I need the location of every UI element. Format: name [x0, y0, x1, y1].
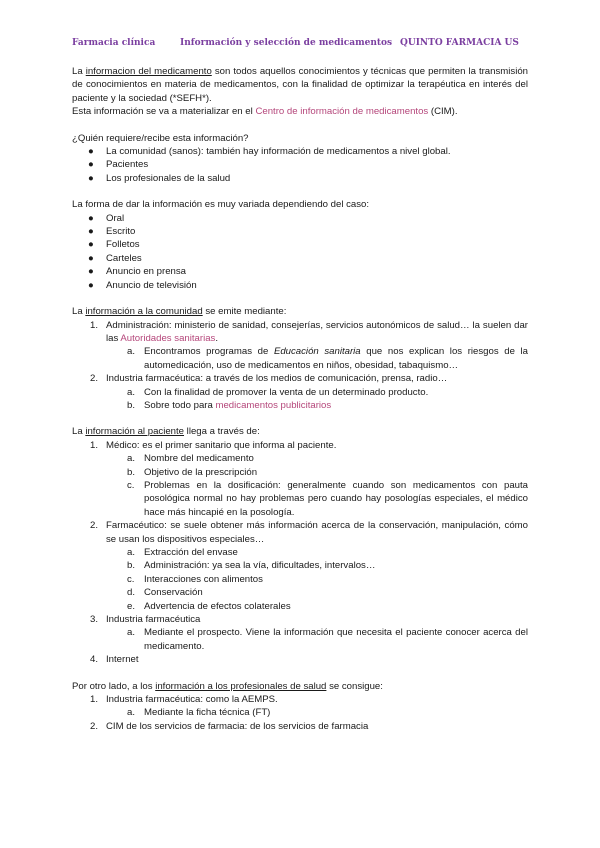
letter-marker: a. — [127, 346, 136, 358]
professionals-item-industry: Industria farmacéutica: como la AEMPS. — [106, 694, 278, 706]
patient-lead-term: información al paciente — [85, 426, 185, 438]
community-sub-pre: Encontramos programas de — [144, 346, 274, 358]
intro-term: informacion del medicamento — [85, 66, 212, 77]
bullet-icon: ● — [88, 172, 94, 184]
forms-lead: La forma de dar la información es muy variada dependiendo del caso: — [72, 199, 370, 211]
patient-item-internet: Internet — [106, 654, 139, 666]
list-item — [72, 145, 528, 158]
doctor-sub-item: Problemas en la dosificación: generalmente cuando son medicamentos con pauta posológica normal no hay problemas pero cuando hay posologías especiales, el médico hace más hincapié en la posología. — [144, 479, 528, 518]
letter-marker: c. — [127, 573, 135, 585]
list-item — [72, 372, 528, 385]
letter-marker: b. — [127, 466, 136, 478]
bullet-icon: ● — [88, 226, 94, 238]
list-item — [72, 238, 528, 251]
letter-marker: b. — [127, 399, 136, 411]
list-item — [72, 265, 528, 278]
community-item1-end: . — [215, 332, 219, 344]
list-item — [72, 386, 528, 399]
page-header — [72, 37, 532, 51]
list-item — [72, 399, 528, 412]
letter-marker: e. — [127, 600, 136, 612]
professionals-sub-item: Mediante la ficha técnica (FT) — [144, 707, 271, 719]
bullet-icon: ● — [88, 239, 94, 251]
list-item — [72, 225, 528, 238]
number-marker: 1. — [90, 319, 99, 331]
list-item — [72, 546, 528, 559]
community-lead — [72, 305, 528, 318]
bullet-icon: ● — [88, 252, 94, 264]
number-marker: 1. — [90, 439, 99, 451]
professionals-lead-pre: Por otro lado, a los — [72, 680, 156, 692]
who-question: ¿Quién requiere/recibe esta información? — [72, 132, 249, 144]
list-item — [72, 212, 528, 225]
intro-rest: son todos aquellos conocimientos y técnicas que permiten la transmisión de conocimientos en materia de medicamentos, con la finalidad de optimizar la terapéutica en interés del paciente y la sociedad (*SEFH*). — [72, 66, 528, 104]
who-item-professionals: Los profesionales de la salud — [106, 172, 231, 184]
letter-marker: a. — [127, 547, 136, 558]
list-item — [72, 479, 528, 519]
pharmacist-sub-item: Interacciones con alimentos — [144, 573, 263, 585]
list-item — [72, 720, 528, 733]
form-item: Folletos — [106, 239, 140, 251]
doctor-sub-item: Objetivo de la prescripción — [144, 466, 258, 478]
cim-link: Centro de información de medicamentos — [255, 106, 429, 118]
number-marker: 3. — [90, 614, 99, 626]
number-marker: 2. — [90, 520, 99, 532]
cim-sentence — [72, 105, 528, 118]
patient-lead — [72, 425, 528, 438]
professionals-lead-post: se consigue: — [326, 680, 383, 692]
cim-post: (CIM). — [428, 106, 458, 118]
doctor-sub-item: Nombre del medicamento — [144, 453, 254, 465]
list-item — [72, 439, 528, 452]
letter-marker: a. — [127, 707, 136, 719]
intro-paragraph — [72, 65, 528, 105]
bullet-icon: ● — [88, 212, 94, 224]
patient-lead-pre: La — [72, 426, 86, 438]
letter-marker: a. — [127, 386, 136, 398]
header-topic: Información y selección de medicamentos — [180, 38, 393, 48]
pharmacist-sub-item: Administración: ya sea la vía, dificultades, intervalos… — [144, 560, 376, 572]
list-item — [72, 252, 528, 265]
professionals-lead-term: información a los profesionales de salud — [155, 680, 327, 692]
form-item: Anuncio de televisión — [106, 279, 197, 291]
letter-marker: c. — [127, 479, 135, 491]
list-item — [72, 706, 528, 719]
header-course: QUINTO FARMACIA US — [400, 38, 519, 48]
form-item: Escrito — [106, 226, 136, 238]
header-subject: Farmacia clínica — [72, 38, 156, 48]
community-sub-post: que nos explican los riesgos de la automedicación, uso de medicamentos en niños, obesidad, tabaquismo… — [144, 346, 529, 371]
bullet-icon: ● — [88, 266, 94, 278]
letter-marker: a. — [127, 627, 136, 639]
list-item — [72, 653, 528, 666]
industry-sub-item: Mediante el prospecto. Viene la información que necesita el paciente conocer acerca del medicamento. — [144, 627, 528, 652]
community-item-administration: Administración: ministerio de sanidad, consejerías, servicios autonómicos de salud… la suelen dar las — [106, 319, 528, 344]
community-industry-sub-a: Con la finalidad de promover la venta de un determinado producto. — [144, 386, 429, 398]
form-item: Anuncio en prensa — [106, 266, 187, 278]
number-marker: 2. — [90, 720, 99, 732]
list-item — [72, 279, 528, 292]
professionals-lead — [72, 680, 528, 693]
patient-item-industry: Industria farmacéutica — [106, 614, 201, 626]
pharmacist-sub-item: Extracción del envase — [144, 547, 238, 558]
community-item-industry: Industria farmacéutica: a través de los medios de comunicación, prensa, radio… — [106, 373, 448, 385]
number-marker: 4. — [90, 654, 99, 666]
community-lead-pre: La — [72, 306, 86, 318]
who-item-community: La comunidad (sanos): también hay información de medicamentos a nivel global. — [106, 146, 451, 158]
who-item-patients: Pacientes — [106, 159, 149, 171]
community-lead-term: información a la comunidad — [85, 306, 203, 318]
advertised-medicines-link: medicamentos publicitarios — [215, 399, 332, 411]
list-item — [72, 559, 528, 572]
letter-marker: a. — [127, 453, 136, 465]
list-item — [72, 319, 528, 346]
form-item: Oral — [106, 212, 125, 224]
list-item — [72, 626, 528, 653]
list-item — [72, 586, 528, 599]
list-item — [72, 600, 528, 613]
bullet-icon: ● — [88, 159, 94, 171]
letter-marker: d. — [127, 587, 136, 599]
patient-lead-post: llega a través de: — [184, 426, 260, 438]
pharmacist-sub-item: Conservación — [144, 587, 203, 599]
health-education-term: Educación sanitaria — [273, 346, 361, 358]
intro-lead: La — [72, 66, 86, 77]
list-item — [72, 172, 528, 185]
form-item: Carteles — [106, 252, 142, 264]
bullet-icon: ● — [88, 279, 94, 291]
list-item — [72, 519, 528, 546]
document-body — [72, 65, 528, 733]
list-item — [72, 452, 528, 465]
list-item — [72, 573, 528, 586]
community-industry-sub-b-pre: Sobre todo para — [144, 399, 216, 411]
list-item — [72, 613, 528, 626]
list-item — [72, 466, 528, 479]
patient-item-doctor: Médico: es el primer sanitario que informa al paciente. — [106, 439, 337, 451]
number-marker: 1. — [90, 694, 99, 706]
list-item — [72, 158, 528, 171]
professionals-item-cim: CIM de los servicios de farmacia: de los servicios de farmacia — [106, 720, 369, 732]
list-item — [72, 345, 528, 372]
pharmacist-sub-item: Advertencia de efectos colaterales — [144, 600, 291, 612]
number-marker: 2. — [90, 373, 99, 385]
cim-pre: Esta información se va a materializar en el — [72, 106, 256, 118]
health-authorities-link: Autoridades sanitarias — [120, 332, 216, 344]
community-lead-post: se emite mediante: — [202, 306, 287, 318]
letter-marker: b. — [127, 560, 136, 572]
list-item — [72, 693, 528, 706]
bullet-icon: ● — [88, 146, 94, 158]
patient-item-pharmacist: Farmacéutico: se suele obtener más información acerca de la conservación, manipulación, cómo se usan los dispositivos especiales… — [106, 520, 528, 545]
